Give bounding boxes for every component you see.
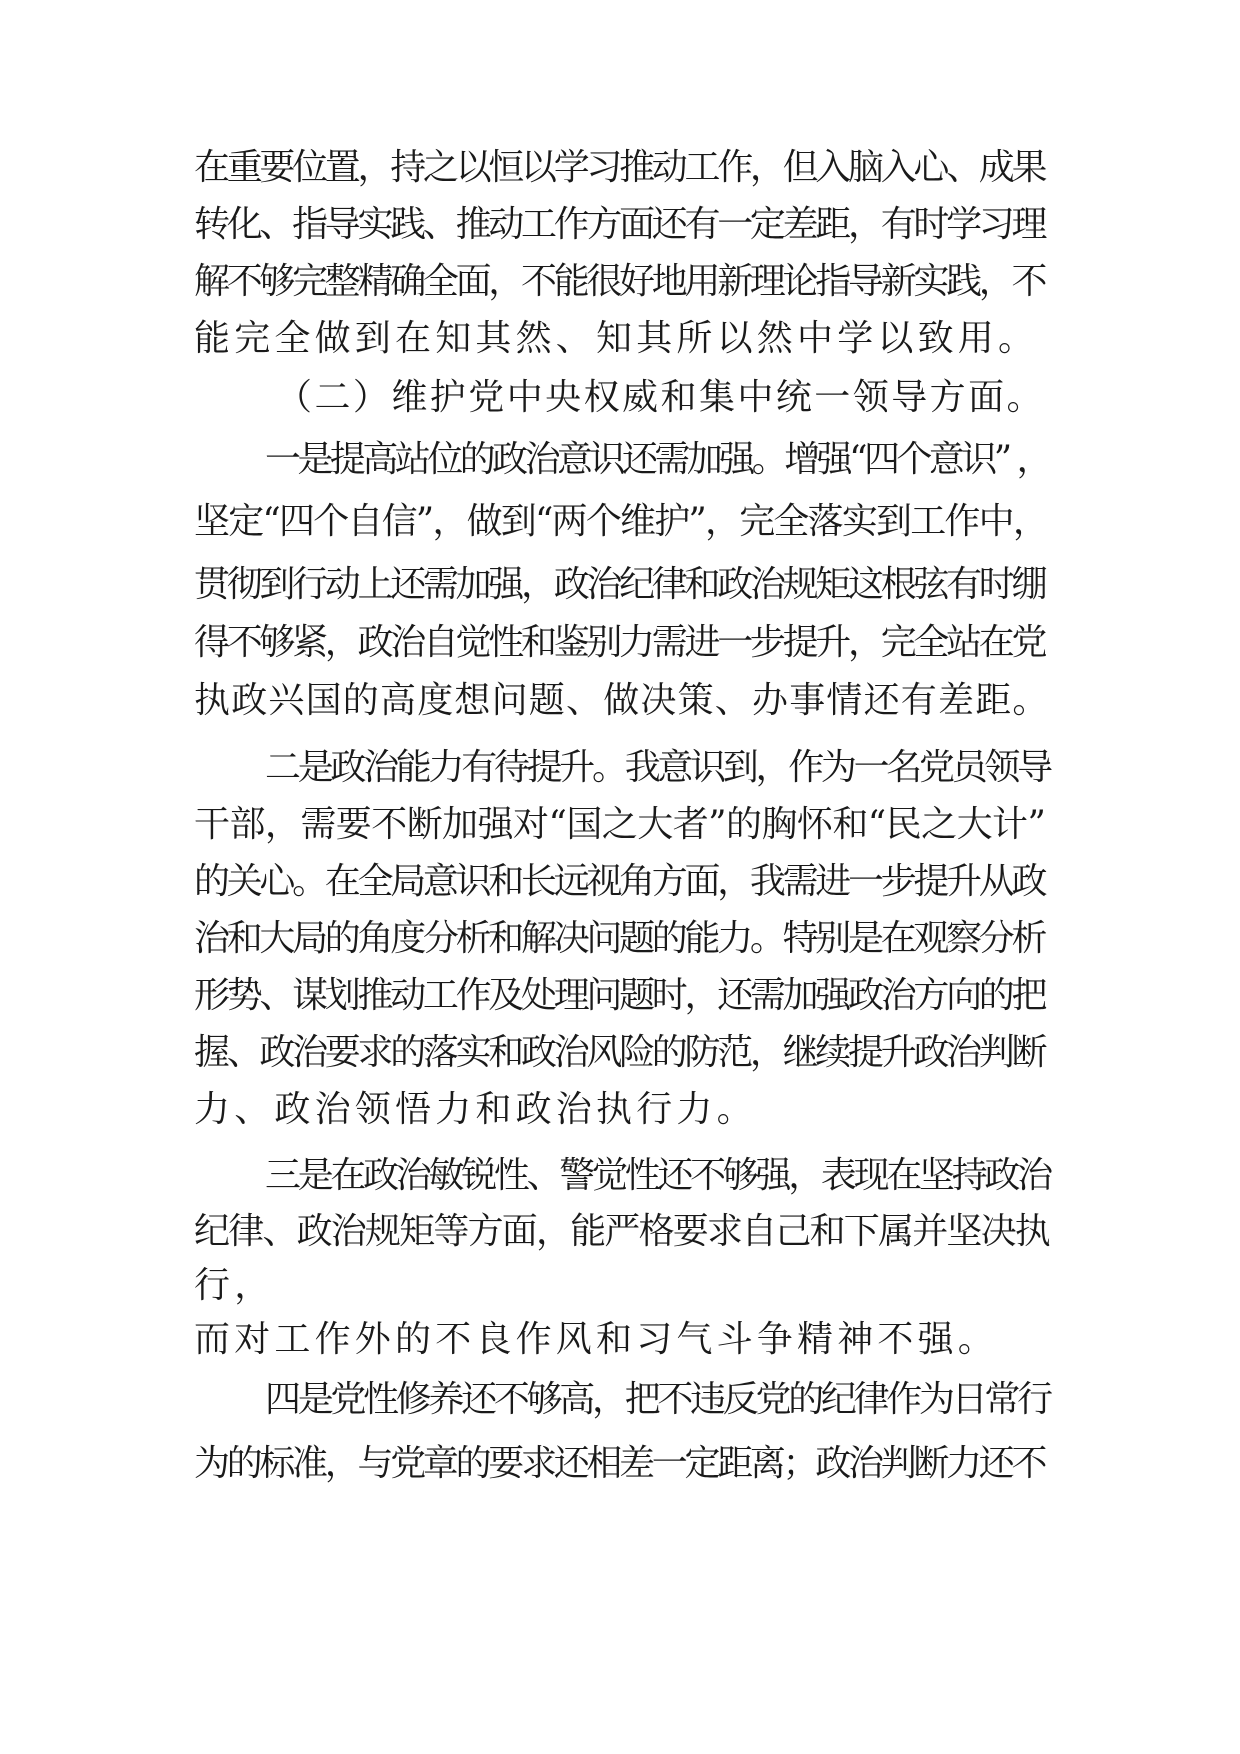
text-line: 三是在政治敏锐性、警觉性还不够强，表现在坚持政治 <box>265 1155 1050 1196</box>
text-line: 为的标准，与党章的要求还相差一定距离；政治判断力还不 <box>194 1443 1045 1484</box>
text-line: 干部，需要不断加强对“国之大者”的胸怀和“民之大计” <box>194 804 1046 845</box>
text-line: 的关心。在全局意识和长远视角方面，我需进一步提升从政 <box>194 861 1045 902</box>
section-heading: （二）维护党中央权威和集中统一领导方面。 <box>276 377 1046 418</box>
text-line: 四是党性修养还不够高，把不违反党的纪律作为日常行 <box>265 1379 1050 1420</box>
text-line: 贯彻到行动上还需加强，政治纪律和政治规矩这根弦有时绷 <box>194 564 1045 605</box>
text-line: 转化、指导实践、推动工作方面还有一定差距，有时学习理 <box>194 204 1045 245</box>
text-line: 得不够紧，政治自觉性和鉴别力需进一步提升，完全站在党 <box>194 622 1045 663</box>
text-line: 坚定“四个自信”，做到“两个维护”，完全落实到工作中， <box>194 501 1048 542</box>
text-line: 二是政治能力有待提升。我意识到，作为一名党员领导 <box>265 747 1050 788</box>
text-line: 力、政治领悟力和政治执行力。 <box>194 1089 757 1130</box>
text-line: 握、政治要求的落实和政治风险的防范，继续提升政治判断 <box>194 1032 1045 1073</box>
text-line: 纪律、政治规矩等方面，能严格要求自己和下属并坚决执 <box>194 1211 1050 1252</box>
text-line: 在重要位置，持之以恒以学习推动工作，但入脑入心、成果 <box>194 147 1045 188</box>
text-line: 治和大局的角度分析和解决问题的能力。特别是在观察分析 <box>194 918 1045 959</box>
text-line: 执政兴国的高度想问题、做决策、办事情还有差距。 <box>194 680 1050 721</box>
text-line: 解不够完整精确全面，不能很好地用新理论指导新实践，不 <box>194 261 1045 302</box>
text-line: 能完全做到在知其然、知其所以然中学以致用。 <box>194 318 1039 359</box>
text-line: 形势、谋划推动工作及处理问题时，还需加强政治方向的把 <box>194 975 1045 1016</box>
text-line: 而对工作外的不良作风和习气斗争精神不强。 <box>194 1319 999 1360</box>
text-line: 一是提高站位的政治意识还需加强。增强“四个意识” ， <box>265 439 1049 480</box>
text-line: 行， <box>194 1265 275 1306</box>
